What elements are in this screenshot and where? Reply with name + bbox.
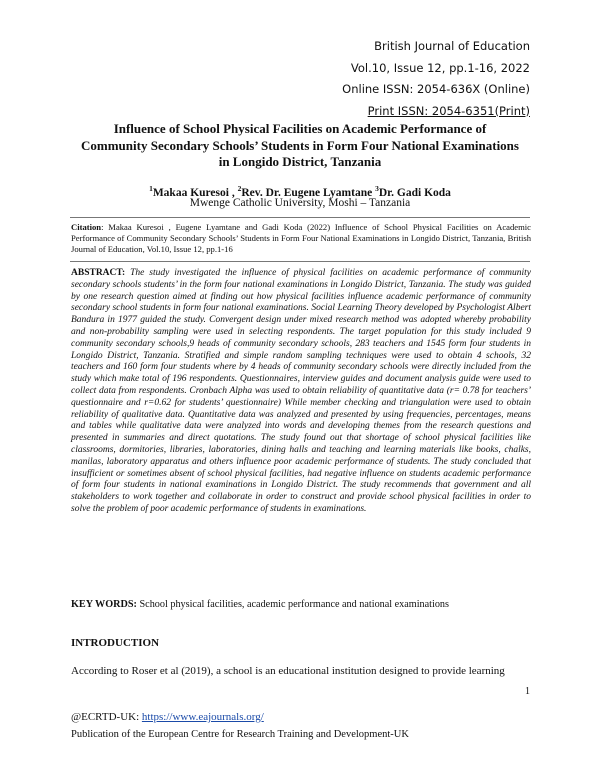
footer-ecrtd [71,711,264,723]
print-issn: Print ISSN: 2054-6351(Print) [367,103,530,118]
divider-top [70,217,530,218]
volume-issue: Vol.10, Issue 12, pp.1-16, 2022 [350,60,530,75]
author-3-sup: 3 [375,184,379,193]
introduction-heading: INTRODUCTION [71,637,160,649]
author-3-name: Dr. Gadi Koda [378,186,451,199]
abstract-label: ABSTRACT: [71,268,126,278]
journal-name: British Journal of Education [374,39,530,53]
affiliation: Mwenge Catholic University, Moshi – Tanzania [189,197,411,209]
citation-block [71,222,531,256]
journal-header [342,36,530,122]
citation-label: Citation [71,222,102,232]
author-2-sup: 2 [237,184,242,193]
abstract-text: The study investigated the influence of physical facilities on academic performance of community secondary schools students’ in the form four national examinations in Longido District, Tanzania. The study was guided by one research question aimed at finding out how physical facilities influence academic performance of community secondary school students in form four national examinations. Social Learning Theory developed by Psychologist Albert Bandura in 1977 guided the study. Convergent design under mixed research method was adopted whereby probability and non-probability sampling were used in selecting respondents. The target population for this study included 9 community secondary schools,9 heads of community secondary schools, 283 teachers and 1545 form four students in Longido District, Tanzania. Stratified and simple random sampling techniques were used to obtain 4 schools, 32 teachers and 160 form four students where by 4 heads of community secondary schools were directly included from the study which make total of 196 respondents. Questionnaires, interview guides and document analysis guide were used to collect data from respondents. Cronbach Alpha was used to obtain reliability of quantitative data (r= 0.78 for teachers’ questionnaire and r=0.62 for students’ questionnaire) While member checking and triangulation were used to obtain reliability of qualitative data. Quantitative data was analyzed and presented by using frequencies, percentages, means and tables while qualitative data were analyzed into words and developing themes from the research questions and presented in summaries and direct quotations. The study found out that shortage of school physical facilities like classrooms, dormitories, libraries, laboratories, dining halls and teaching and learning materials like books, chalks, manilas, laboratory apparatus and others influence poor academic performance of students. The study concluded that insufficient or sometimes absent of school physical facilities, had negative influence on students academic performance of form four students in national examinations in Longido District. The study recommends that government and all stakeholders to work together and collaborate in order to construct and provide school physical facilities in order to solve the problem of poor academic performance of students in examinations. [71,268,531,514]
introduction-text: According to Roser et al (2019), a school is an educational institution designed to provide learning [71,665,505,677]
author-1-sup: 1 [149,184,153,193]
keywords-block [71,599,531,611]
author-1-name: Makaa Kuresoi , [152,186,238,199]
paper-title: Influence of School Physical Facilities on Academic Performance of Community Secondary Schools’ Students in Form Four National Examinations in Longido District, Tanzania [81,121,519,169]
footer-link[interactable]: https://www.eajournals.org/ [141,711,264,723]
abstract-block [71,268,531,516]
author-2-name: Rev. Dr. Eugene Lyamtane [241,186,376,199]
divider-bottom [70,261,530,262]
online-issn: Online ISSN: 2054-636X (Online) [342,82,530,96]
keywords-label: KEY WORDS: [71,599,137,610]
footer-publisher: Publication of the European Centre for Research Training and Development-UK [71,729,409,740]
footer-prefix: @ECRTD-UK: [71,711,142,723]
keywords-text: School physical facilities, academic performance and national examinations [136,599,449,610]
citation-text: : Makaa Kuresoi , Eugene Lyamtane and Gadi Koda (2022) Influence of School Physical Facilities on Academic Performance of Community Secondary Schools’ Students in Form Four National Examinations in Longido District, Tanzania, British Journal of Education, Vol.10, Issue 12, pp.1-16 [71,222,531,255]
page-number: 1 [525,686,530,697]
